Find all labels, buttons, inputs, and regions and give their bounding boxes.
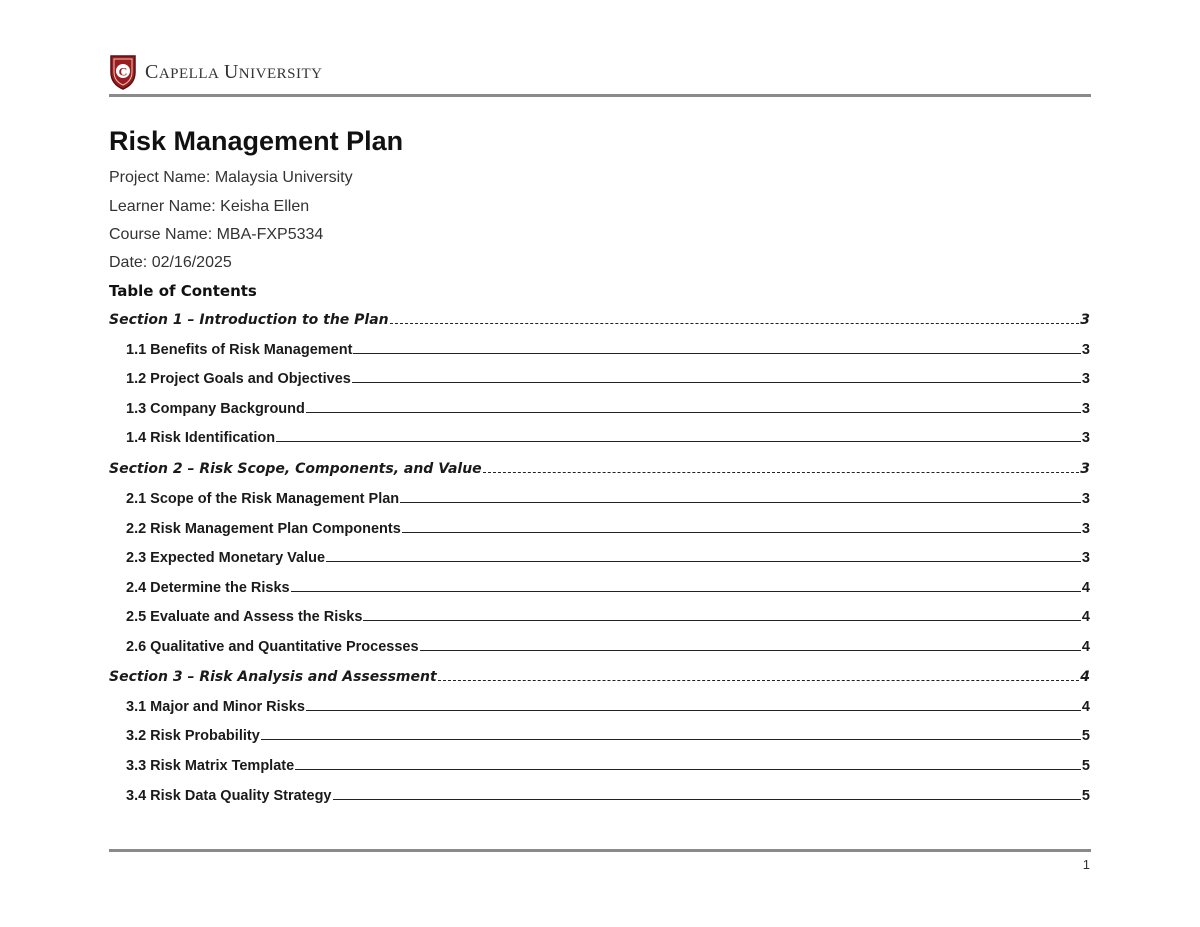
toc-entry-page: 5 [1081,758,1090,774]
svg-text:C: C [118,64,128,79]
toc-entry-1-1[interactable] [126,341,1090,361]
toc-entry-label: 3.3 Risk Matrix Template [126,758,295,774]
toc-entry-page: 5 [1081,788,1090,804]
toc-heading: Table of Contents [109,282,257,300]
toc-entry-page: 3 [1080,312,1090,328]
shield-icon [109,54,137,90]
toc-leader [306,400,1081,413]
toc-entry-label: 1.4 Risk Identification [126,430,276,446]
toc-entry-page: 3 [1081,342,1090,358]
footer-divider [109,849,1091,852]
toc-entry-page: 4 [1081,699,1090,715]
project-name: Project Name: Malaysia University [109,169,353,186]
document-date: Date: 02/16/2025 [109,254,232,271]
toc-leader [438,668,1080,681]
brand-initial-1: C [145,60,159,83]
document-header [109,54,1091,96]
toc-entry-2-4[interactable] [126,579,1090,599]
toc-leader [261,727,1081,740]
toc-entry-section-2[interactable] [109,460,1090,480]
toc-leader [390,311,1080,324]
page-number: 1 [1082,857,1090,872]
toc-entry-2-3[interactable] [126,549,1090,569]
toc-entry-label: 1.3 Company Background [126,401,305,417]
toc-entry-3-1[interactable] [126,698,1090,718]
toc-leader [363,608,1081,621]
course-name: Course Name: MBA-FXP5334 [109,226,324,243]
capella-logo [109,54,322,90]
toc-entry-page: 4 [1081,639,1090,655]
toc-entry-page: 5 [1081,728,1090,744]
toc-entry-page: 3 [1081,491,1090,507]
toc-leader [402,520,1081,533]
toc-entry-page: 3 [1081,550,1090,566]
toc-entry-3-3[interactable] [126,757,1090,777]
document-title: Risk Management Plan [109,126,404,156]
brand-name [145,61,322,84]
toc-entry-section-3[interactable] [109,668,1090,688]
toc-leader [326,549,1081,562]
toc-leader [291,579,1081,592]
header-divider [109,94,1091,97]
toc-leader [420,638,1081,651]
toc-entry-label: 2.6 Qualitative and Quantitative Processes [126,639,419,655]
toc-leader [295,757,1081,770]
toc-entry-label: 3.2 Risk Probability [126,728,260,744]
toc-entry-label: Section 3 – Risk Analysis and Assessment [109,669,437,685]
brand-rest-2: NIVERSITY [238,65,323,82]
toc-entry-page: 4 [1081,580,1090,596]
toc-entry-1-2[interactable] [126,370,1090,390]
toc-leader [306,698,1081,711]
toc-entry-page: 4 [1081,609,1090,625]
toc-entry-section-1[interactable] [109,311,1090,331]
toc-entry-1-4[interactable] [126,429,1090,449]
toc-leader [333,787,1081,800]
toc-entry-label: 3.1 Major and Minor Risks [126,699,305,715]
toc-entry-1-3[interactable] [126,400,1090,420]
toc-entry-2-5[interactable] [126,608,1090,628]
toc-leader [483,460,1080,473]
brand-initial-2: U [223,60,239,83]
toc-entry-3-4[interactable] [126,787,1090,807]
toc-leader [276,429,1081,442]
toc-entry-2-1[interactable] [126,490,1090,510]
toc-entry-label: 2.3 Expected Monetary Value [126,550,326,566]
toc-entry-label: 1.2 Project Goals and Objectives [126,371,351,387]
learner-name: Learner Name: Keisha Ellen [109,198,310,215]
toc-entry-label: 2.5 Evaluate and Assess the Risks [126,609,363,625]
toc-entry-label: 2.1 Scope of the Risk Management Plan [126,491,400,507]
toc-entry-page: 4 [1080,669,1090,685]
toc-entry-label: Section 2 – Risk Scope, Components, and Value [109,461,482,477]
toc-entry-label: 3.4 Risk Data Quality Strategy [126,788,332,804]
toc-entry-label: 1.1 Benefits of Risk Management [126,342,353,358]
toc-entry-page: 3 [1081,430,1090,446]
toc-entry-page: 3 [1080,461,1090,477]
toc-entry-2-6[interactable] [126,638,1090,658]
toc-leader [352,370,1081,383]
toc-entry-3-2[interactable] [126,727,1090,747]
brand-rest-1: APELLA [158,65,220,82]
toc-leader [353,341,1081,354]
toc-entry-page: 3 [1081,371,1090,387]
toc-entry-page: 3 [1081,401,1090,417]
toc-entry-label: 2.2 Risk Management Plan Components [126,521,401,537]
toc-leader [400,490,1081,503]
toc-entry-label: 2.4 Determine the Risks [126,580,290,596]
toc-entry-page: 3 [1081,521,1090,537]
toc-entry-label: Section 1 – Introduction to the Plan [109,312,389,328]
toc-entry-2-2[interactable] [126,520,1090,540]
